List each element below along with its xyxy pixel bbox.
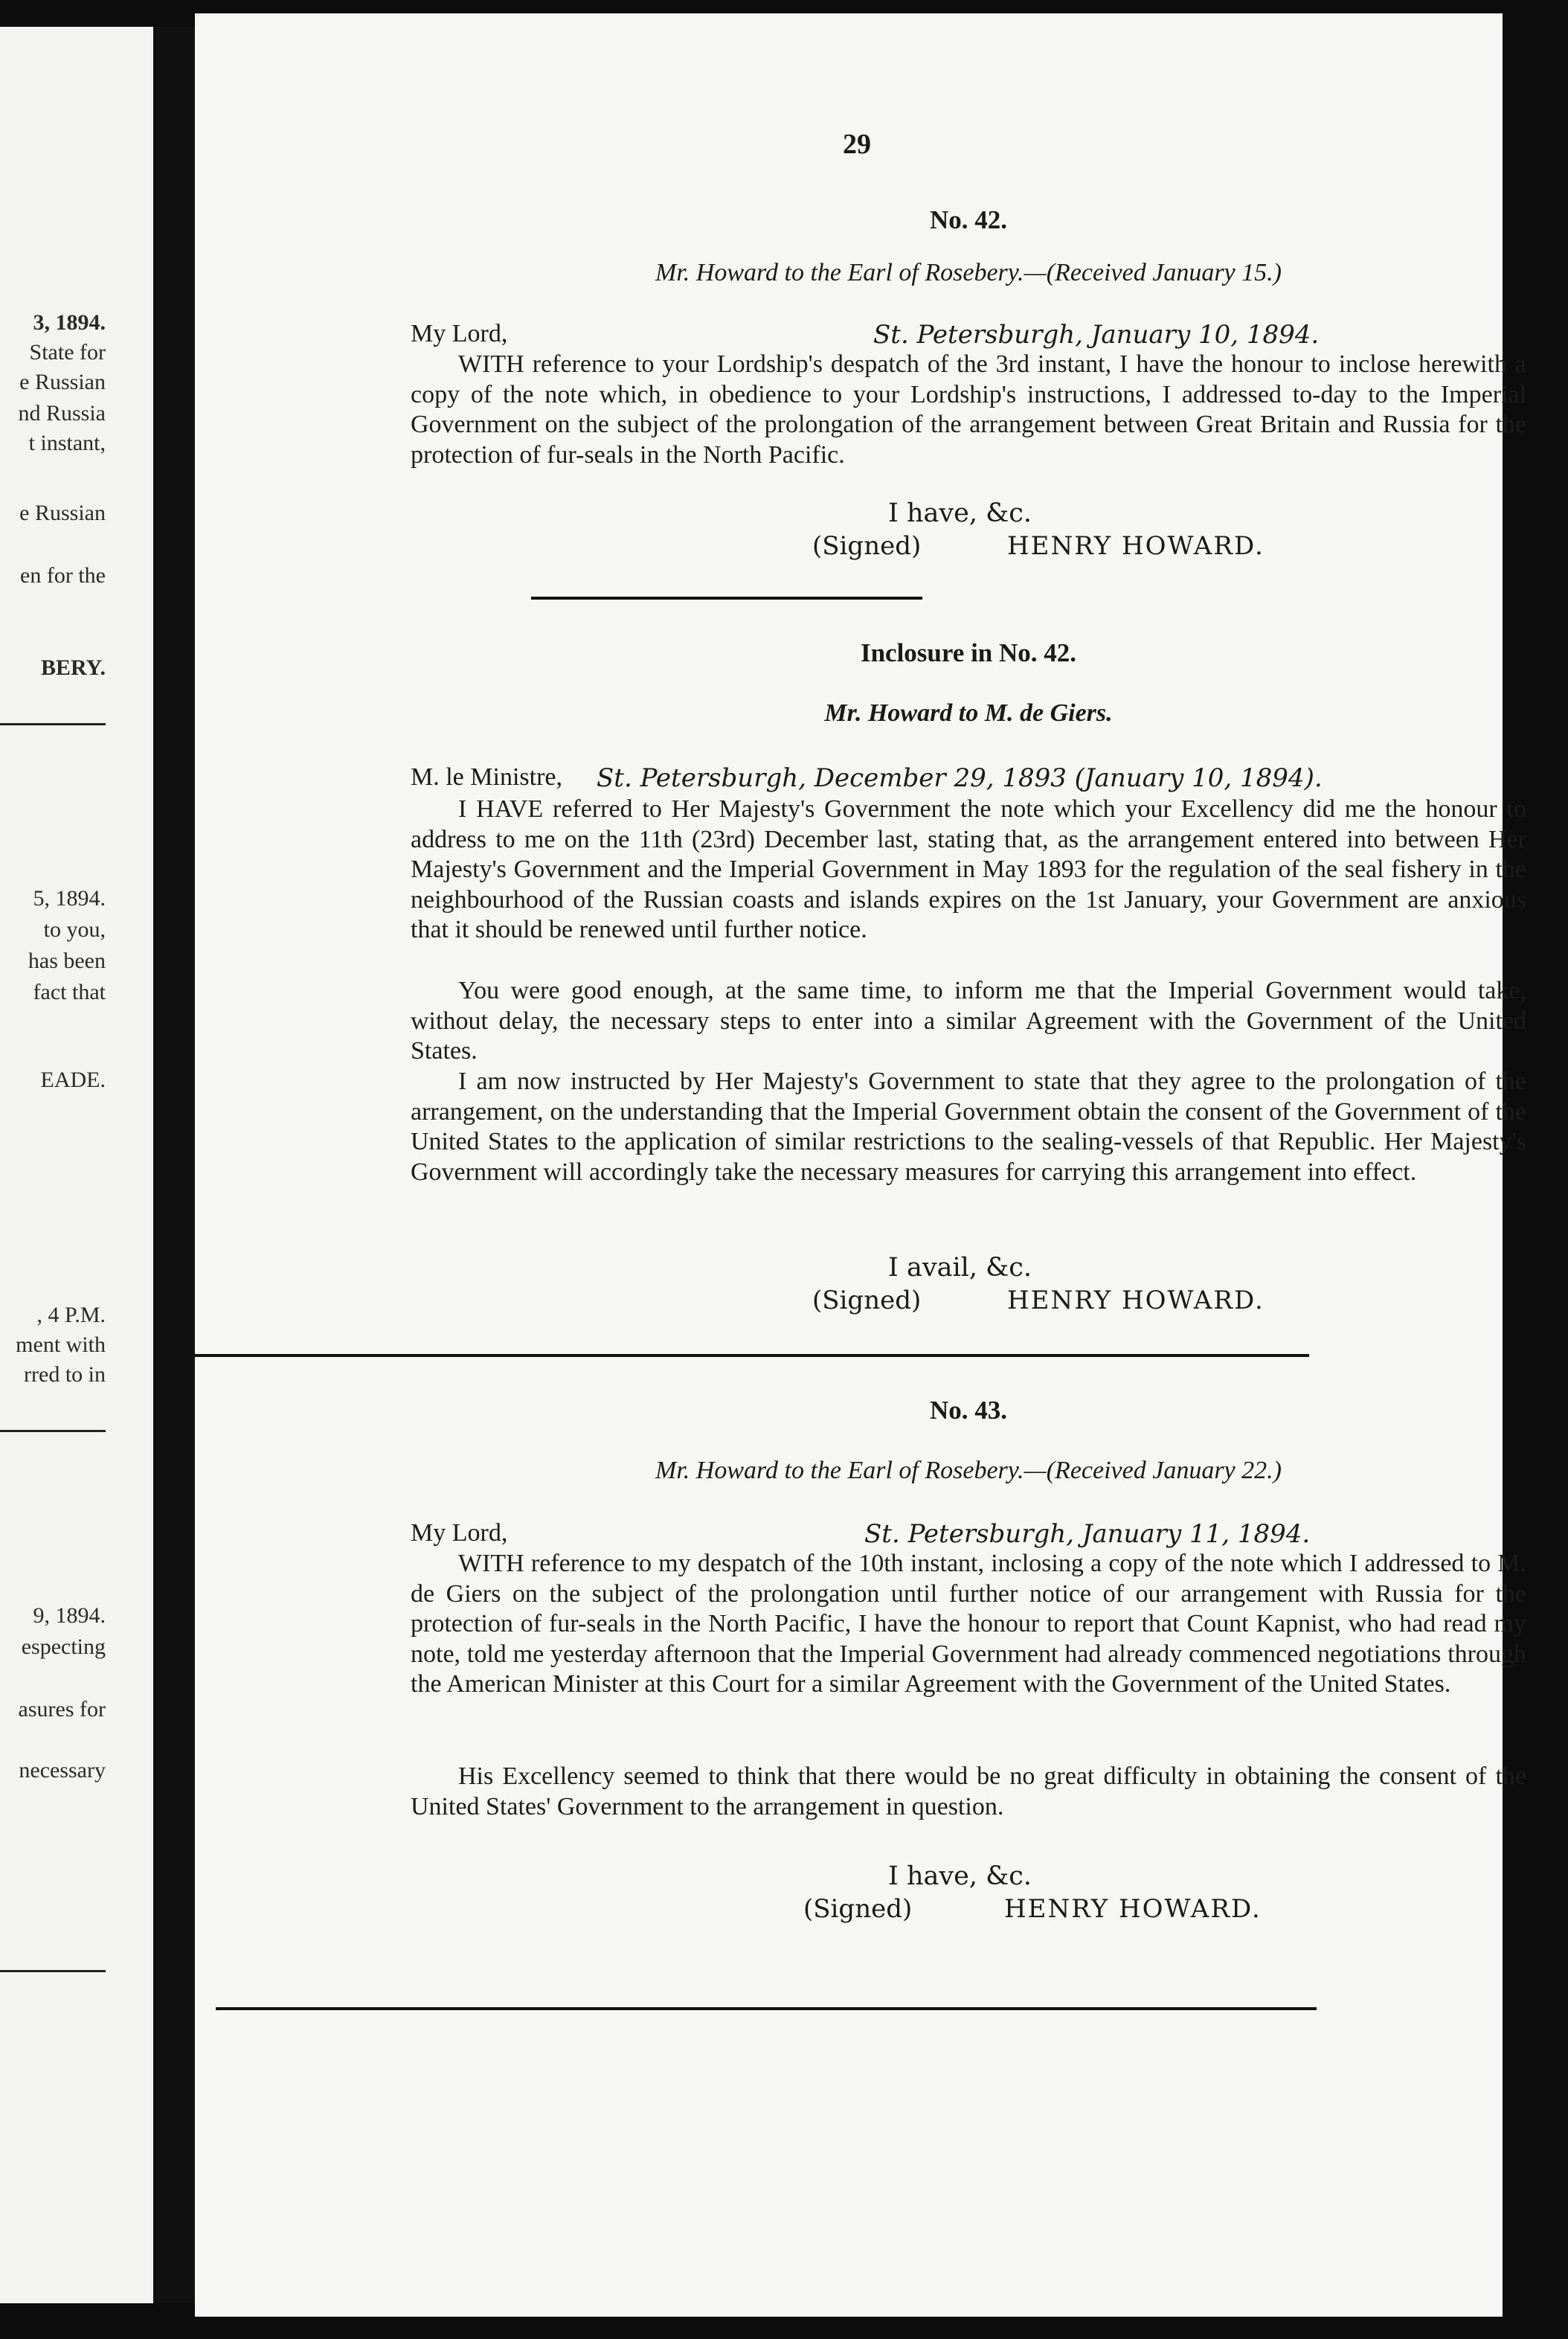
book-gutter [153, 27, 195, 2303]
salutation: My Lord, [411, 1519, 508, 1547]
signer-name: HENRY HOWARD. [1007, 1286, 1265, 1315]
letter-paragraph: You were good enough, at the same time, to inform me that the Imperial Government would take, without delay, the necessary steps to enter into a similar Agreement with the Government of the United States. [411, 977, 1526, 1065]
letter-paragraph: WITH reference to your Lordship's despatch of the 3rd instant, I have the honour to inclose herewith a copy of the note which, in obedience to your Lordship's instructions, I addressed to-day to the Imperial Government on the subject of the prolongation of the arrangement between Great Britain and Russia for the protection of fur-seals in the North Pacific. [411, 350, 1526, 469]
left-divider [0, 1970, 106, 1972]
signer-name: HENRY HOWARD. [1007, 531, 1265, 561]
page-number: 29 [843, 129, 871, 160]
salutation: M. le Ministre, [411, 763, 562, 791]
signed-label: (Signed) [812, 531, 922, 561]
full-divider [195, 1354, 1309, 1357]
signed-label: (Signed) [812, 1286, 922, 1315]
closing: I avail, &c. [888, 1253, 1032, 1283]
document-page [195, 13, 1526, 2317]
document-subtitle: Mr. Howard to the Earl of Rosebery.—(Received January 15.) [655, 259, 1282, 286]
letter-paragraph: His Excellency seemed to think that there would be no great difficulty in obtaining the consent of the United States' Government to the arrangement in question. [411, 1762, 1526, 1820]
document-number: No. 42. [929, 205, 1008, 234]
bottom-divider [216, 2007, 1317, 2010]
letter-paragraph: WITH reference to my despatch of the 10th instant, inclosing a copy of the note which I addressed to M. de Giers on the subject of the prolongation until further notice of our arrangement with Russia for the protection of fur-seals in the North Pacific, I have the honour to report that Count Kapnist, who had read my note, told me yesterday afternoon that the Imperial Government had already commenced negotiations through the American Minister at this Court for a similar Agreement with the Government of the United States. [411, 1550, 1526, 1698]
letter-paragraph: I HAVE referred to Her Majesty's Government the note which your Excellency did me the honour to address to me on the 11th (23rd) December last, stating that, as the arrangement entered into between Her Majesty's Government and the Imperial Government in May 1893 for the regulation of the seal fishery in the neighbourhood of the Russian coasts and islands expires on the 1st January, your Government are anxious that it should be renewed until further notice. [411, 795, 1526, 943]
closing: I have, &c. [888, 1861, 1032, 1891]
document-subtitle: Mr. Howard to the Earl of Rosebery.—(Received January 22.) [655, 1457, 1282, 1484]
place-date: St. Petersburgh, December 29, 1893 (January 10, 1894). [597, 763, 1323, 793]
letter-paragraph: I am now instructed by Her Majesty's Government to state that they agree to the prolongation of the arrangement, on the understanding that the Imperial Government obtain the consent of the Government of the United States to the application of similar restrictions to the sealing-vessels of that Republic. Her Majesty's Government will accordingly take the necessary measures for carrying this arrangement into effect. [411, 1068, 1526, 1186]
place-date: St. Petersburgh, January 10, 1894. [873, 320, 1320, 350]
place-date: St. Petersburgh, January 11, 1894. [864, 1519, 1311, 1549]
signed-label: (Signed) [803, 1894, 913, 1924]
short-divider [531, 597, 922, 600]
closing: I have, &c. [888, 498, 1032, 528]
document-number: Inclosure in No. 42. [860, 638, 1077, 667]
signer-name: HENRY HOWARD. [1004, 1894, 1262, 1924]
left-divider [0, 1430, 106, 1432]
salutation: My Lord, [411, 320, 508, 347]
document-number: No. 43. [929, 1396, 1008, 1425]
facing-page-fragment: 3, 1894. State for e Russian nd Russia t instant, e Russian en for the BERY. 5, 1894. to you, has been fact that EADE. , 4 P.M. ment with rred to in 9, 1894. especting asures for necessary [0, 27, 153, 2303]
document-subtitle: Mr. Howard to M. de Giers. [824, 699, 1113, 727]
left-divider [0, 723, 106, 725]
